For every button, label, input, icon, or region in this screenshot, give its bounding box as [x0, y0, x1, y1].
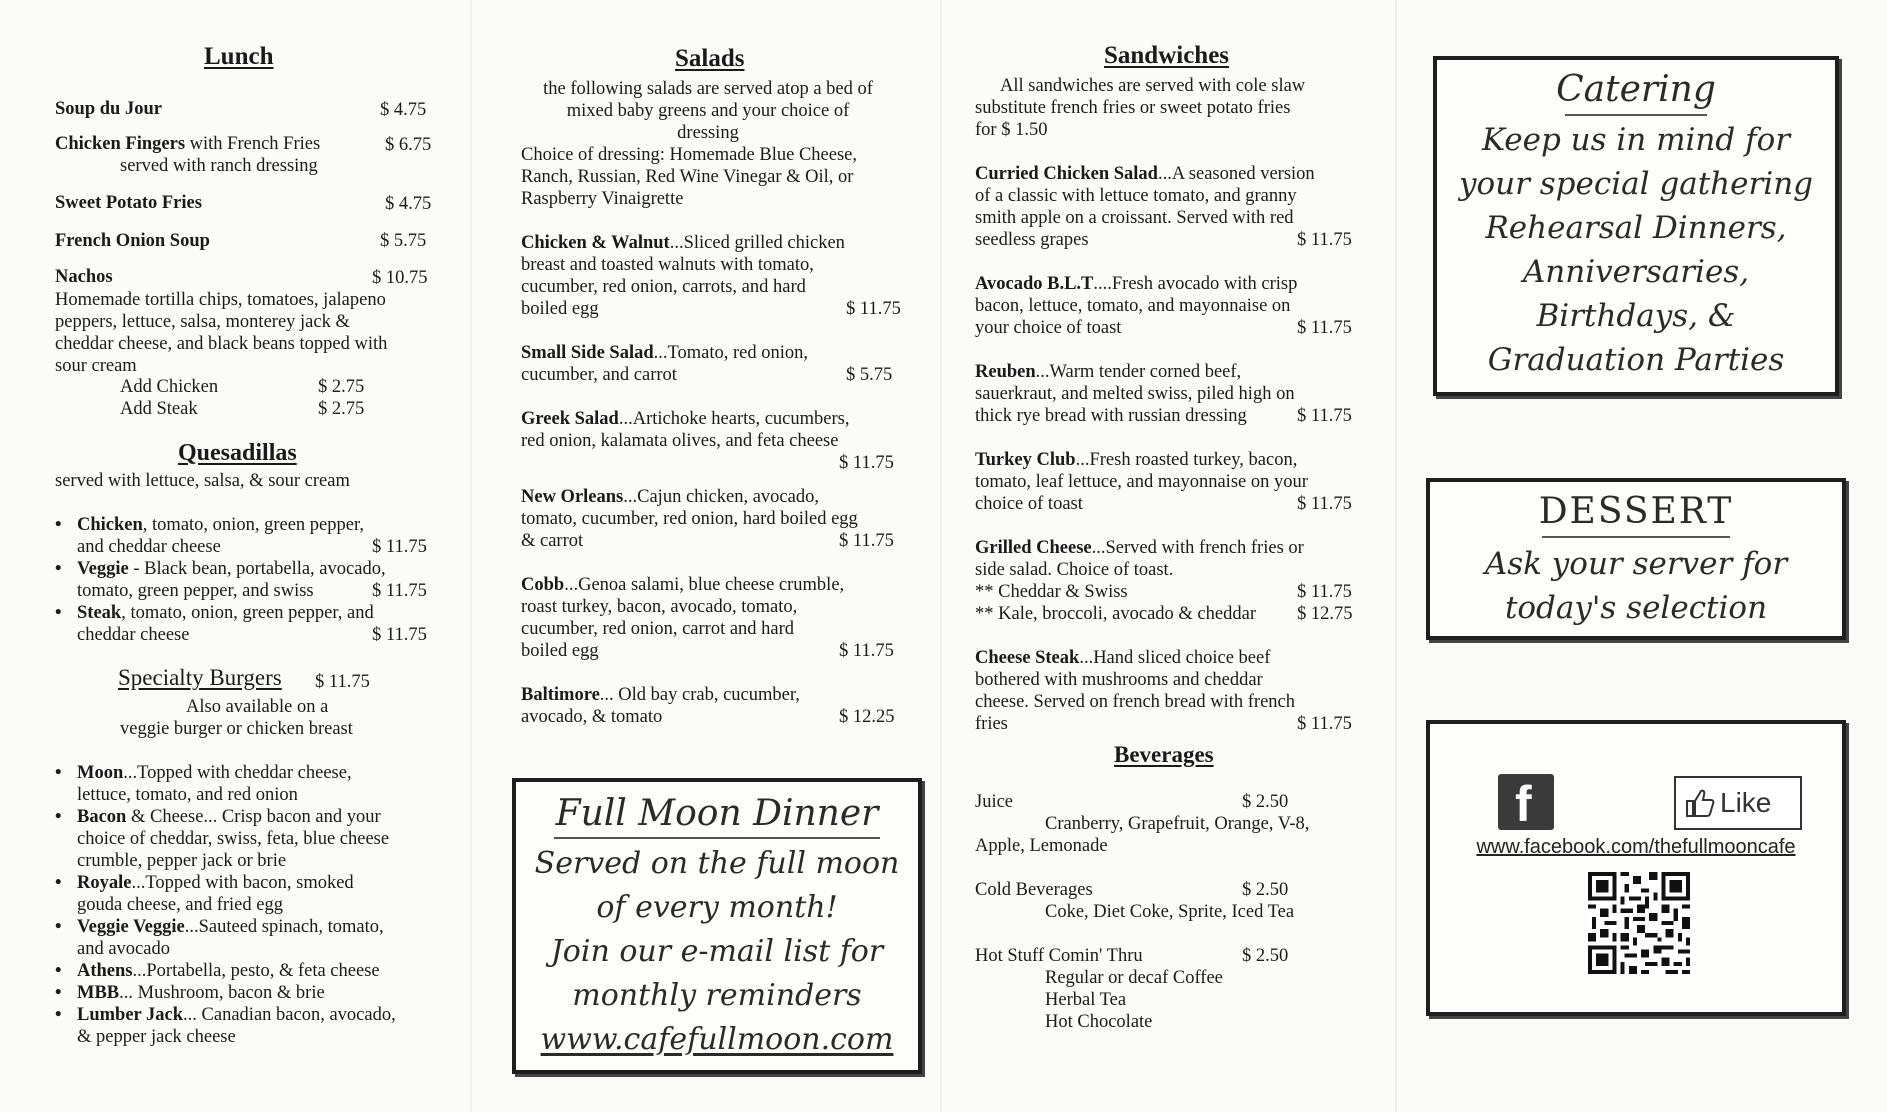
title-underline [1542, 536, 1730, 538]
menu-item-desc: Homemade tortilla chips, tomatoes, jalapeno peppers, lettuce, salsa, monterey jack & cheddar cheese, and black beans topped with sour cream [55, 290, 388, 376]
salads-heading: Salads [675, 45, 745, 72]
list-item: • Lumber Jack... Canadian bacon, avocado, & pepper jack cheese [77, 1004, 396, 1048]
menu-item: Baltimore... Old bay crab, cucumber, avocado, & tomato [521, 685, 800, 727]
burgers-price: $ 11.75 [315, 672, 370, 692]
list-item: • Bacon & Cheese... Crisp bacon and your choice of cheddar, swiss, feta, blue cheese crumble, pepper jack or brie [77, 806, 389, 872]
menu-item-name: Nachos [55, 267, 113, 287]
option-price: $ 12.75 [1297, 604, 1353, 624]
beverage-desc: Cranberry, Grapefruit, Orange, V-8, [1045, 814, 1310, 834]
menu-item-desc: served with ranch dressing [120, 156, 318, 176]
addon-price: $ 2.75 [318, 377, 365, 397]
option-label: ** Kale, broccoli, avocado & cheddar [975, 604, 1256, 624]
menu-item-price: $ 11.75 [839, 641, 894, 661]
list-item: • Royale...Topped with bacon, smoked gouda cheese, and fried egg [77, 872, 354, 916]
beverage-name: Juice [975, 792, 1014, 812]
sandwiches-column [975, 0, 1360, 1112]
beverages-heading: Beverages [1114, 742, 1214, 767]
website-link[interactable]: www.cafefullmoon.com [540, 1022, 894, 1057]
menu-item-price: $ 10.75 [372, 268, 428, 288]
beverage-price: $ 2.50 [1242, 792, 1289, 812]
menu-item-price: $ 11.75 [839, 453, 894, 473]
beverage-desc: Apple, Lemonade [975, 836, 1108, 856]
list-item: • Veggie Veggie...Sauteed spinach, tomato, and avocado [77, 916, 384, 960]
beverage-name: Hot Stuff Comin' Thru [975, 946, 1143, 966]
like-button[interactable]: Like [1674, 776, 1802, 830]
dressing-choice: Choice of dressing: Homemade Blue Cheese, Ranch, Russian, Red Wine Vinegar & Oil, or Raspberry Vinaigrette [521, 145, 857, 209]
menu-item-desc: with French Fries [185, 134, 321, 154]
full-moon-text: Served on the full moon of every month! Join our e-mail list for monthly reminders www.cafefullmoon.com [516, 842, 918, 1062]
list-item: • MBB... Mushroom, bacon & brie [77, 982, 325, 1004]
list-item: • Veggie - Black bean, portabella, avocado, tomato, green pepper, and swiss [77, 558, 386, 602]
list-item: • Athens...Portabella, pesto, & feta cheese [77, 960, 380, 982]
option-price: $ 11.75 [1297, 582, 1352, 602]
menu-item: Cobb...Genoa salami, blue cheese crumble, roast turkey, bacon, avocado, tomato, cucumber, red onion, carrot and hard boiled egg [521, 575, 845, 661]
sandwiches-intro: All sandwiches are served with cole slaw substitute french fries or sweet potato fries for $ 1.50 [975, 76, 1306, 140]
catering-title: Catering [1556, 69, 1716, 110]
menu-item-name: Chicken Fingers [55, 134, 186, 154]
full-moon-title: Full Moon Dinner [555, 793, 879, 834]
menu-item-price: $ 11.75 [846, 299, 901, 319]
menu-item-price: $ 5.75 [380, 231, 427, 251]
menu-item-price: $ 11.75 [1297, 494, 1352, 514]
list-item: • Steak, tomato, onion, green pepper, and cheddar cheese [77, 602, 374, 646]
menu-item-price: $ 11.75 [372, 581, 427, 601]
quesadillas-heading: Quesadillas [178, 440, 297, 466]
menu-item-price: $ 6.75 [385, 135, 432, 155]
menu-item-price: $ 11.75 [1297, 318, 1352, 338]
burgers-heading: Specialty Burgers [118, 665, 282, 690]
title-underline [554, 837, 880, 839]
menu-item: Turkey Club...Fresh roasted turkey, bacon, tomato, leaf lettuce, and mayonnaise on your choice of toast [975, 450, 1308, 514]
menu-item-price: $ 5.75 [846, 365, 893, 385]
addon-label: Add Chicken [120, 377, 219, 397]
lunch-column [50, 0, 440, 1112]
title-underline [1565, 114, 1707, 116]
menu-item-name: Sweet Potato Fries [55, 193, 202, 213]
menu-item: Cheese Steak...Hand sliced choice beef bothered with mushrooms and cheddar cheese. Served on french bread with french fries [975, 648, 1296, 734]
dessert-text: Ask your server for today's selection [1484, 546, 1788, 626]
menu-item: Small Side Salad...Tomato, red onion, cucumber, and carrot [521, 343, 809, 385]
menu-item-name: Soup du Jour [55, 99, 162, 119]
list-item: • Chicken, tomato, onion, green pepper, and cheddar cheese [77, 514, 364, 558]
beverage-price: $ 2.50 [1242, 880, 1289, 900]
addon-label: Add Steak [120, 399, 198, 419]
catering-text: Keep us in mind for your special gathering Rehearsal Dinners, Anniversaries, Birthdays, & Graduation Parties [1458, 122, 1814, 378]
menu-item [55, 133, 320, 155]
menu-item: Grilled Cheese...Served with french fries or side salad. Choice of toast. [975, 538, 1304, 580]
social-box [1426, 720, 1846, 1016]
burgers-intro: Also available on a [186, 697, 329, 717]
menu-item-price: $ 11.75 [839, 531, 894, 551]
beverage-price: $ 2.50 [1242, 946, 1289, 966]
burgers-intro: veggie burger or chicken breast [120, 719, 353, 739]
salads-intro: the following salads are served atop a bed of mixed baby greens and your choice of dressing [543, 79, 873, 143]
menu-item-price: $ 11.75 [372, 537, 427, 557]
beverage-desc: Regular or decaf Coffee Herbal Tea Hot Chocolate [1045, 968, 1223, 1032]
menu-item: Greek Salad...Artichoke hearts, cucumbers, red onion, kalamata olives, and feta cheese [521, 409, 850, 451]
facebook-icon[interactable]: f [1498, 774, 1554, 830]
list-item: • Moon...Topped with cheddar cheese, lettuce, tomato, and red onion [77, 762, 352, 806]
menu-item-price: $ 11.75 [372, 625, 427, 645]
menu-item-name: French Onion Soup [55, 231, 210, 251]
menu-item-price: $ 4.75 [380, 100, 427, 120]
menu-item-price: $ 11.75 [1297, 714, 1352, 734]
dessert-title: DESSERT [1538, 491, 1734, 532]
option-label: ** Cheddar & Swiss [975, 582, 1128, 602]
menu-item-price: $ 12.25 [839, 707, 895, 727]
thumbs-up-icon [1684, 787, 1716, 819]
sandwiches-heading: Sandwiches [1104, 42, 1230, 69]
menu-item: Avocado B.L.T....Fresh avocado with crisp bacon, lettuce, tomato, and mayonnaise on your choice of toast [975, 274, 1298, 338]
beverage-name: Cold Beverages [975, 880, 1093, 900]
menu-item: New Orleans...Cajun chicken, avocado, tomato, cucumber, red onion, hard boiled egg & carrot [521, 487, 858, 551]
qr-code-icon [1588, 872, 1690, 974]
addon-price: $ 2.75 [318, 399, 365, 419]
dessert-box [1426, 478, 1846, 640]
menu-item-price: $ 11.75 [1297, 230, 1352, 250]
beverage-desc: Coke, Diet Coke, Sprite, Iced Tea [1045, 902, 1295, 922]
facebook-url-link[interactable]: www.facebook.com/thefullmooncafe [1476, 836, 1796, 858]
quesadillas-intro: served with lettuce, salsa, & sour cream [55, 471, 350, 491]
menu-item: Chicken & Walnut...Sliced grilled chicken breast and toasted walnuts with tomato, cucumber, red onion, carrots, and hard boiled egg [521, 233, 845, 319]
menu-item: Curried Chicken Salad...A seasoned version of a classic with lettuce tomato, and granny smith apple on a croissant. Served with red seedless grapes [975, 164, 1315, 250]
menu-item-price: $ 4.75 [385, 194, 432, 214]
catering-box [1433, 56, 1839, 396]
full-moon-dinner-box [512, 778, 922, 1074]
menu-item: Reuben...Warm tender corned beef, sauerkraut, and melted swiss, piled high on thick rye bread with russian dressing [975, 362, 1295, 426]
menu-item-price: $ 11.75 [1297, 406, 1352, 426]
lunch-heading: Lunch [204, 43, 274, 70]
